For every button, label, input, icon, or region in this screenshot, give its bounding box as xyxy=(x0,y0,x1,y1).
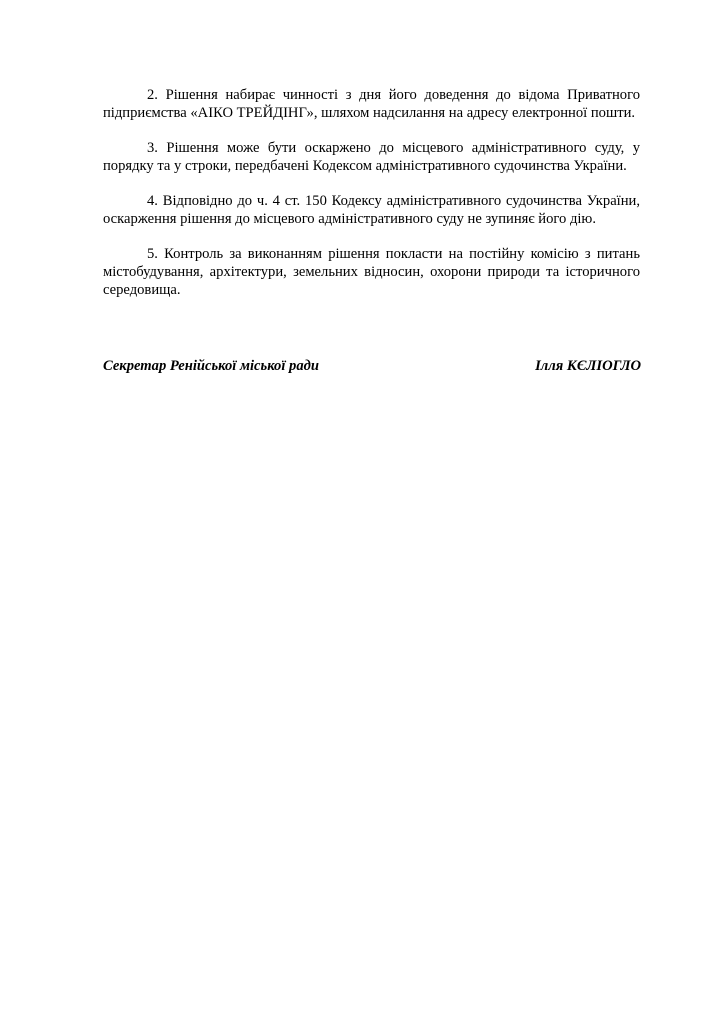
paragraph-3: 3. Рішення може бути оскаржено до місцевого адміністративного суду, у порядку та у строки, передбачені Кодексом адміністративного судочинства України. xyxy=(103,140,640,174)
paragraph-2: 2. Рішення набирає чинності з дня його доведення до відома Приватного підприємства «АІКО ТРЕЙДІНГ», шляхом надсилання на адресу електронної пошти. xyxy=(103,87,640,121)
paragraph-4: 4. Відповідно до ч. 4 ст. 150 Кодексу адміністративного судочинства України, оскарження рішення до місцевого адміністративного суду не зупиняє його дію. xyxy=(103,193,640,227)
signatory-position: Секретар Ренійської міської ради xyxy=(103,358,319,374)
signatory-name: Ілля КЄЛІОГЛО xyxy=(535,358,641,374)
document-body xyxy=(103,86,640,316)
signature-block xyxy=(103,357,641,375)
paragraph-5: 5. Контроль за виконанням рішення покласти на постійну комісію з питань містобудування, архітектури, земельних відносин, охорони природи та історичного середовища. xyxy=(103,246,640,298)
